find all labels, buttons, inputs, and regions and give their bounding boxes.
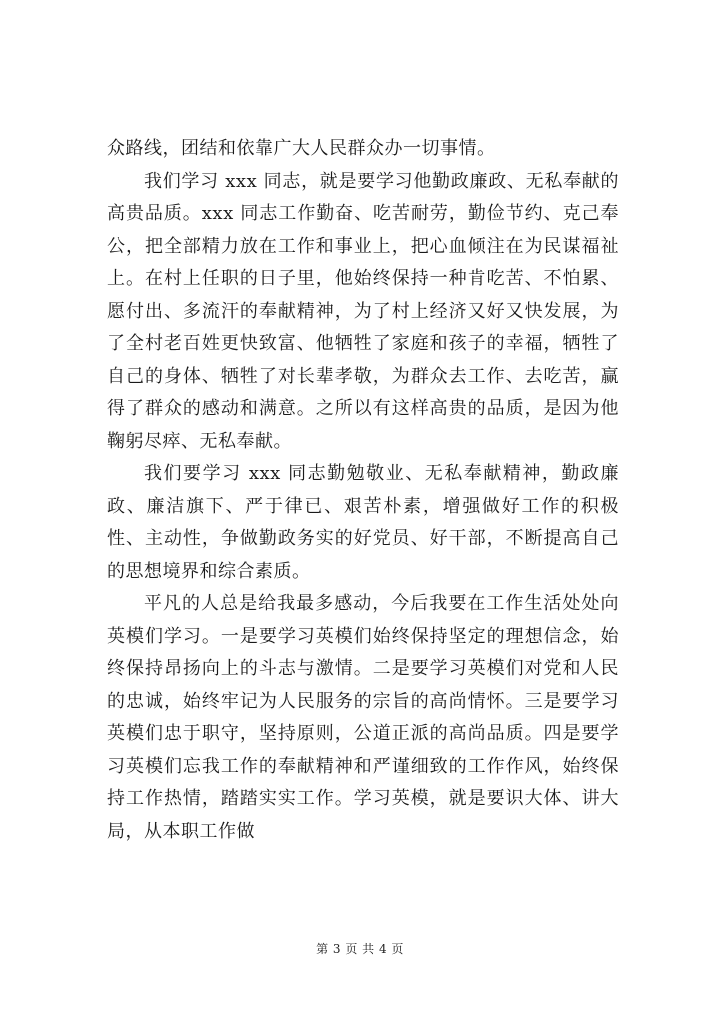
- paragraph-4: 平凡的人总是给我最多感动，今后我要在工作生活处处向英模们学习。一是要学习英模们始终保持坚定的理想信念，始终保持昂扬向上的斗志与激情。二是要学习英模们对党和人民的忠诚，始终牢记为人民服务的宗旨的高尚情怀。三是要学习英模们忠于职守，坚持原则，公道正派的高尚品质。四是要学习英模们忘我工作的奉献精神和严谨细致的工作作风，始终保持工作热情，踏踏实实工作。学习英模，就是要识大体、讲大局，从本职工作做: [107, 593, 619, 842]
- page-number-footer: 第 3 页 共 4 页: [316, 942, 404, 956]
- paragraph-2: 我们学习 xxx 同志，就是要学习他勤政廉政、无私奉献的高贵品质。xxx 同志工作勤奋、吃苦耐劳，勤俭节约、克己奉公，把全部精力放在工作和事业上，把心血倾注在为民谋福祉上。在村上任职的日子里，他始终保持一种肯吃苦、不怕累、愿付出、多流汗的奉献精神，为了村上经济又好又快发展，为了全村老百姓更快致富、他牺牲了家庭和孩子的幸福，牺牲了自己的身体、牺牲了对长辈孝敬，为群众去工作、去吃苦，赢得了群众的感动和满意。之所以有这样高贵的品质，是因为他鞠躬尽瘁、无私奉献。: [107, 170, 619, 452]
- paragraph-3: 我们要学习 xxx 同志勤勉敬业、无私奉献精神，勤政廉政、廉洁旗下、严于律已、艰苦朴素，增强做好工作的积极性、主动性，争做勤政务实的好党员、好干部，不断提高自己的思想境界和综合素质。: [107, 463, 619, 582]
- document-body: [107, 133, 619, 848]
- paragraph-1: 众路线，团结和依靠广大人民群众办一切事情。: [107, 138, 496, 159]
